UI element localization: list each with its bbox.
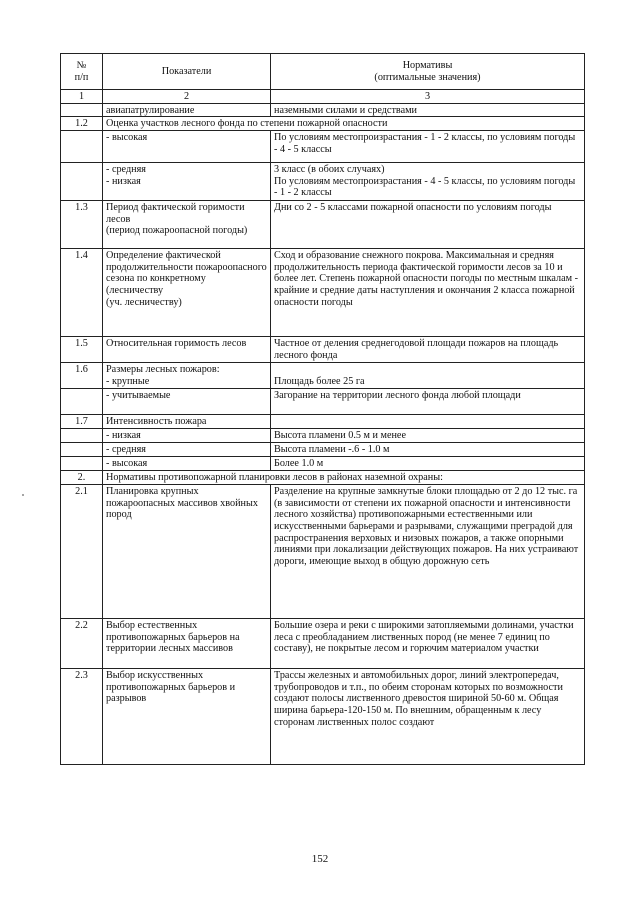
indicator-cell: - средняя bbox=[103, 443, 271, 457]
norm-cell: Высота пламени 0.5 м и менее bbox=[271, 429, 585, 443]
row-number bbox=[61, 103, 103, 117]
norm-cell: 3 класс (в обоих случаях) По условиям местопроизрастания - 4 - 5 классы, по условиям погоды - 1 - 2 классы bbox=[271, 163, 585, 201]
norm-cell bbox=[271, 415, 585, 429]
indicator-cell: Относительная горимость лесов bbox=[103, 337, 271, 363]
norm-cell: Большие озера и реки с широкими затопляемыми долинами, участки леса с преобладанием лиственных пород (не менее 7 единиц по составу), не покрытые лесом и горючим материалом участки bbox=[271, 619, 585, 669]
indicator-cell: авиапатрулирование bbox=[103, 103, 271, 117]
table-header-row bbox=[61, 54, 585, 90]
table-row bbox=[61, 131, 585, 163]
indicator-cell: - средняя - низкая bbox=[103, 163, 271, 201]
table-row bbox=[61, 443, 585, 457]
indicator-cell: - высокая bbox=[103, 131, 271, 163]
row-number bbox=[61, 163, 103, 201]
norm-cell: Частное от деления среднегодовой площади пожаров на площадь лесного фонда bbox=[271, 337, 585, 363]
row-number: 2.1 bbox=[61, 485, 103, 619]
column-number-1: 1 bbox=[61, 90, 103, 104]
table-row bbox=[61, 103, 585, 117]
row-number bbox=[61, 429, 103, 443]
section-heading: Оценка участков лесного фонда по степени пожарной опасности bbox=[103, 117, 585, 131]
norm-cell: Более 1.0 м bbox=[271, 457, 585, 471]
column-number-3: 3 bbox=[271, 90, 585, 104]
page-number: 152 bbox=[311, 853, 329, 865]
norms-table bbox=[60, 53, 585, 765]
indicator-cell: Период фактической горимости лесов (период пожароопасной погоды) bbox=[103, 201, 271, 249]
table-row bbox=[61, 485, 585, 619]
norm-cell: По условиям местопроизрастания - 1 - 2 классы, по условиям погоды - 4 - 5 классы bbox=[271, 131, 585, 163]
table-row bbox=[61, 669, 585, 765]
indicator-cell: Размеры лесных пожаров: - крупные bbox=[103, 363, 271, 389]
table-row bbox=[61, 363, 585, 389]
table-row bbox=[61, 415, 585, 429]
row-number: 1.2 bbox=[61, 117, 103, 131]
row-number: 1.4 bbox=[61, 249, 103, 337]
row-number: 1.7 bbox=[61, 415, 103, 429]
table-row bbox=[61, 471, 585, 485]
norm-cell: Загорание на территории лесного фонда любой площади bbox=[271, 389, 585, 415]
header-num: № п/п bbox=[61, 54, 103, 90]
row-number: 2.3 bbox=[61, 669, 103, 765]
header-norms: Нормативы (оптимальные значения) bbox=[271, 54, 585, 90]
indicator-cell: - низкая bbox=[103, 429, 271, 443]
indicator-cell: - высокая bbox=[103, 457, 271, 471]
row-number bbox=[61, 457, 103, 471]
row-number: 1.5 bbox=[61, 337, 103, 363]
norm-cell: Трассы железных и автомобильных дорог, линий электропередач, трубопроводов и т.п., по обеим сторонам которых по возможности создают полосы лиственного древостоя шириной 50-60 м. Общая ширина барьера-120-150 м. По внешним, обращенным к лесу сторонам лиственных полос создают bbox=[271, 669, 585, 765]
norm-cell: Площадь более 25 га bbox=[271, 363, 585, 389]
table-row bbox=[61, 163, 585, 201]
table-row bbox=[61, 201, 585, 249]
row-number bbox=[61, 131, 103, 163]
indicator-cell: Определение фактической продолжительности пожароопасного сезона по конкретному (лесничеству (уч. лесничеству) bbox=[103, 249, 271, 337]
indicator-cell: Выбор искусственных противопожарных барьеров и разрывов bbox=[103, 669, 271, 765]
indicator-cell: Планировка крупных пожароопасных массивов хвойных пород bbox=[103, 485, 271, 619]
norm-cell: Сход и образование снежного покрова. Максимальная и средняя продолжительность периода фактической горимости лесов за 10 и более лет. Степень пожарной опасности погоды по местным шкалам - крайние и средние даты наступления и окончания 2 класса пожарной опасности погоды bbox=[271, 249, 585, 337]
table-row bbox=[61, 619, 585, 669]
indicator-cell: Интенсивность пожара bbox=[103, 415, 271, 429]
scan-speck bbox=[22, 494, 24, 496]
table-row bbox=[61, 457, 585, 471]
norm-cell: наземными силами и средствами bbox=[271, 103, 585, 117]
table-row bbox=[61, 249, 585, 337]
table-row bbox=[61, 389, 585, 415]
row-number bbox=[61, 443, 103, 457]
norm-cell: Дни со 2 - 5 классами пожарной опасности по условиям погоды bbox=[271, 201, 585, 249]
indicator-cell: Выбор естественных противопожарных барьеров на территории лесных массивов bbox=[103, 619, 271, 669]
norm-cell: Высота пламени -.6 - 1.0 м bbox=[271, 443, 585, 457]
table-column-numbers-row bbox=[61, 90, 585, 104]
row-number: 1.6 bbox=[61, 363, 103, 389]
section-heading: Нормативы противопожарной планировки лесов в районах наземной охраны: bbox=[103, 471, 585, 485]
row-number: 1.3 bbox=[61, 201, 103, 249]
row-number: 2. bbox=[61, 471, 103, 485]
table-row bbox=[61, 337, 585, 363]
row-number: 2.2 bbox=[61, 619, 103, 669]
row-number bbox=[61, 389, 103, 415]
column-number-2: 2 bbox=[103, 90, 271, 104]
table-row bbox=[61, 429, 585, 443]
table-row bbox=[61, 117, 585, 131]
indicator-cell: - учитываемые bbox=[103, 389, 271, 415]
header-indicators: Показатели bbox=[103, 54, 271, 90]
norm-cell: Разделение на крупные замкнутые блоки площадью от 2 до 12 тыс. га (в зависимости от степени их пожарной опасности и интенсивности лесного хозяйства) противопожарными естественными или искусственными барьерами и разрывами, служащими преградой для распространения верховых и низовых пожаров, а также опорными линиями при локализации действующих пожаров. На них устраивают дороги, имеющие выход в общую дорожную сеть bbox=[271, 485, 585, 619]
